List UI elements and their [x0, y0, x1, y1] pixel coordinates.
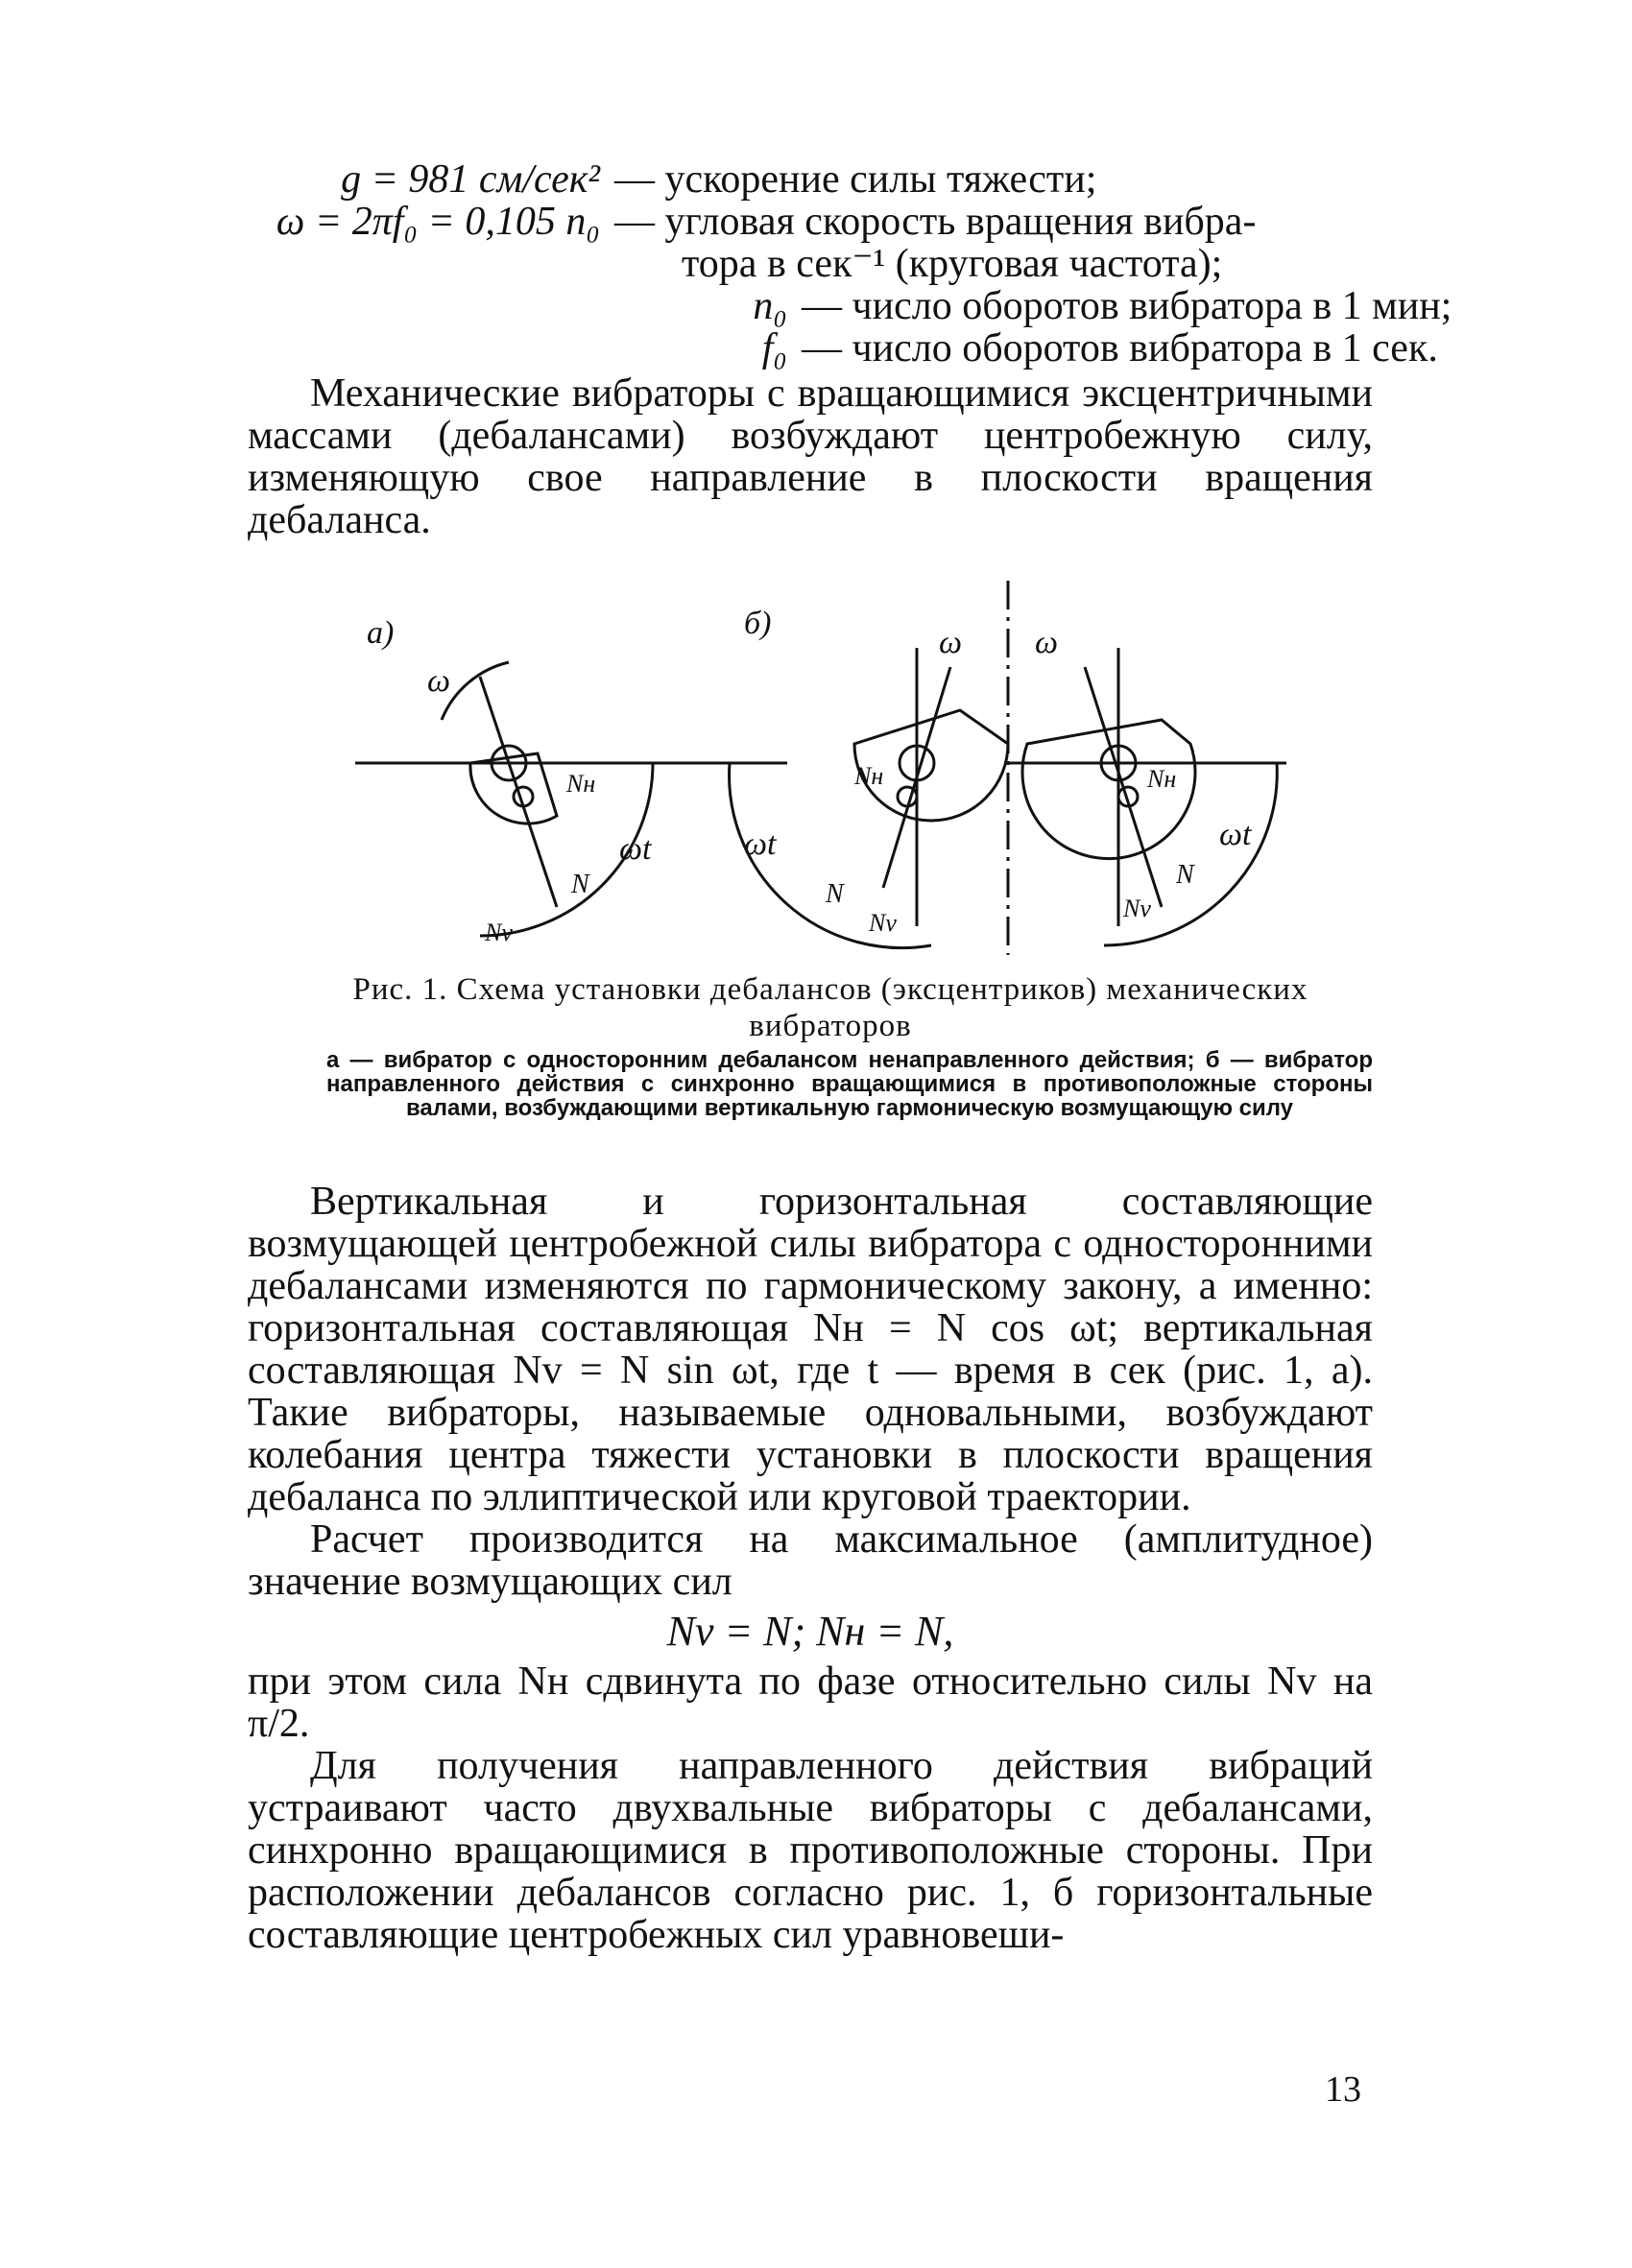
nv-label: Nv	[869, 909, 897, 937]
definition-line	[221, 243, 1373, 285]
label-b: б)	[744, 606, 772, 641]
definition-line	[221, 201, 1373, 243]
nh-label: Nн	[854, 762, 884, 790]
omega-label: ω	[939, 625, 963, 660]
amplitude-formula: Nv = N; Nн = N,	[666, 1608, 954, 1655]
body-paragraph: Вертикальная и горизонтальная составляющие возмущающей центробежной силы вибратора с односторонними дебалансами изменяются по гармоническому закону, а именно: горизонтальная составляющая Nн = N cos ωt; вертикальная составляющая Nv = N sin ωt, где t — время в сек (рис. 1, а). Такие вибраторы, называемые одновальными, возбуждают колебания центра тяжести установки в плоскости вращения дебаланса по эллиптической или круговой траектории.	[248, 1180, 1373, 1519]
definition-line	[221, 158, 1373, 201]
n-label: N	[826, 879, 844, 909]
nh-label: Nн	[566, 770, 596, 798]
body-paragraph: при этом сила Nн сдвинута по фазе относительно силы Nv на π/2.	[248, 1659, 1373, 1746]
definition-text: — угловая скорость вращения вибра-	[614, 200, 1257, 244]
omega-arc-left	[442, 662, 509, 720]
omega-t-label: ωt	[744, 826, 777, 862]
omega-t-label: ωt	[1219, 817, 1252, 852]
definition-symbol: ω = 2πf₀ = 0,105 n₀	[276, 200, 600, 244]
definition-text: — число оборотов вибратора в 1 сек.	[802, 326, 1438, 370]
figure-drawing	[336, 561, 1296, 965]
definition-line	[221, 284, 1452, 328]
figure-caption-title: Рис. 1. Схема установки дебалансов (эксцентриков) механических вибраторов	[352, 972, 1308, 1043]
intro-section	[248, 372, 1373, 541]
definition-symbol: f₀	[761, 326, 787, 370]
n-label: N	[571, 870, 589, 899]
omega-t-label: ωt	[619, 831, 652, 867]
n-label: N	[1176, 860, 1194, 890]
omega-label: ω	[1035, 625, 1059, 660]
body-section	[248, 1181, 1373, 1956]
page-number: 13	[1325, 2069, 1361, 2110]
figure-caption-description	[326, 1048, 1373, 1120]
definition-symbol: g = 981 см/сек²	[341, 157, 600, 202]
definition-symbol: n₀	[753, 284, 787, 328]
definition-text: тора в сек⁻¹ (круговая частота);	[682, 242, 1223, 286]
body-paragraph: Для получения направленного действия вибраций устраивают часто двухвальные вибраторы с дебалансами, синхронно вращающимися в противоположные стороны. При расположении дебалансов согласно рис. 1, б горизонтальные составляющие центробежных сил уравновеши-	[248, 1744, 1373, 1957]
definition-line	[221, 326, 1438, 370]
definition-text: — ускорение силы тяжести;	[614, 157, 1097, 202]
nh-label: Nн	[1147, 765, 1177, 793]
body-paragraph: Расчет производится на максимальное (амплитудное) значение возмущающих сил	[248, 1517, 1373, 1604]
nv-label: Nv	[485, 919, 513, 946]
caption-description-text: а — вибратор с односторонним дебалансом ненаправленного действия; б — вибратор направленного действия с синхронно вращающимися в противоположные стороны валами, возбуждающими вертикальную гармоническую возмущающую силу	[326, 1047, 1373, 1121]
omega-label: ω	[427, 663, 451, 699]
force-line-left	[480, 677, 557, 907]
definition-text: — число оборотов вибратора в 1 мин;	[802, 284, 1452, 328]
symbol-definitions	[221, 157, 1452, 370]
intro-paragraph: Механические вибраторы с вращающимися эксцентричными массами (дебалансами) возбуждают центробежную силу, изменяющую свое направление в плоскости вращения дебаланса.	[248, 371, 1373, 542]
vibrator-figure	[336, 561, 1296, 965]
nv-label: Nv	[1123, 895, 1151, 922]
label-a: а)	[367, 615, 395, 651]
